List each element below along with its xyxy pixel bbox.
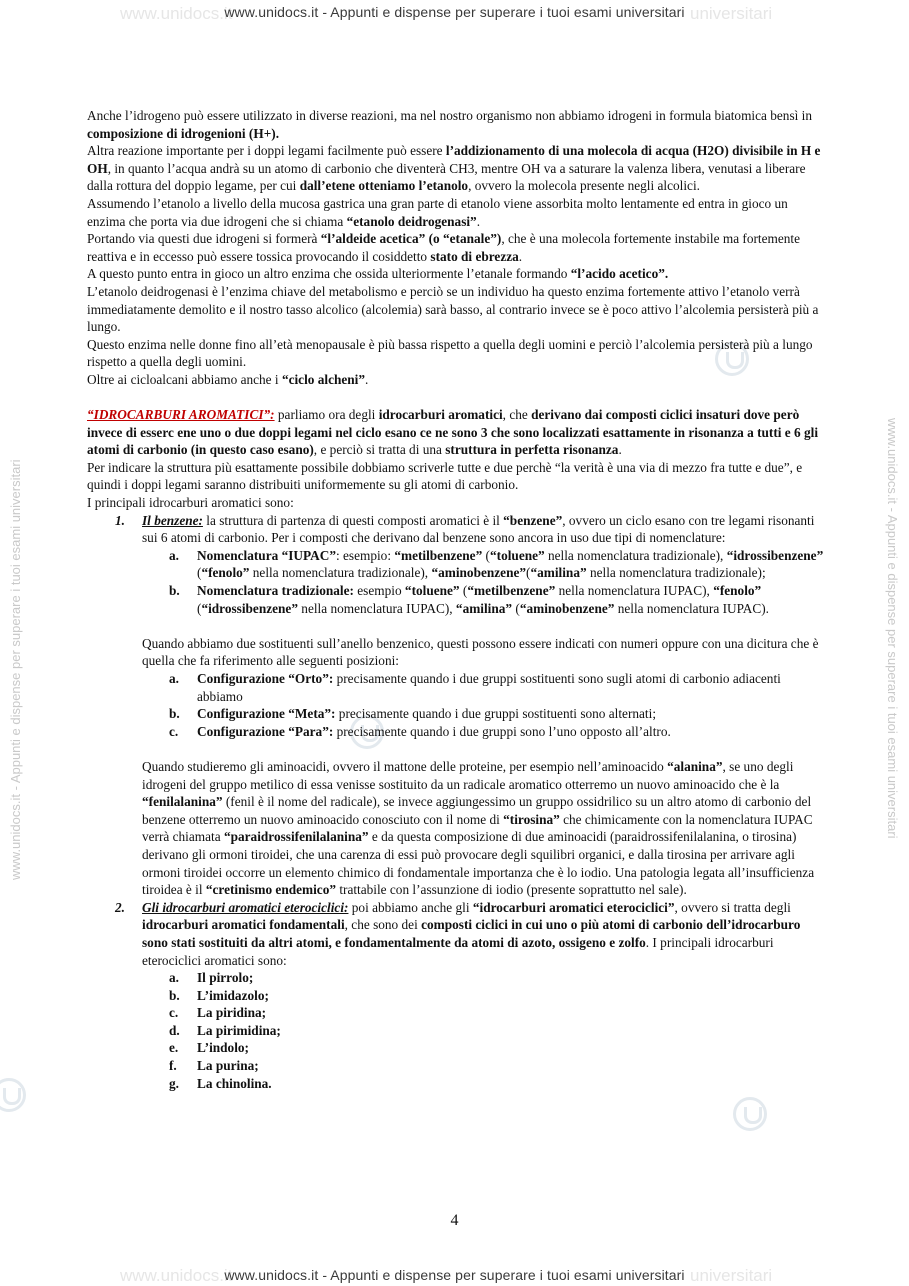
amino-paragraph: Quando studieremo gli aminoacidi, ovvero il mattone delle proteine, per esempio nell’aminoacido “alanina”, se uno degli idrogeni del gruppo metilico di essa venisse sostituito da un radicale aromatico otterremo un nuovo aminoacido che è la “fenilalanina” (fenil è il nome del radicale), se invece aggiungessimo un gruppo ossidrilico su un altro atomo di carbonio del benzene otterremo un nuovo aminoacido conosciuto con il nome di “tirosina” che chimicamente con la nomenclatura IUPAC verrà chiamata “paraidrossifenilalanina” e da questa composizione di due aminoacidi (paraidrossifenilalanina, o tirosina) derivano gli ormoni tiroidei, che una carenza di essi può provocare degli squilibri organici, e dalla tirosina per arrivare agli ormoni tiroidei occorre un elemento chimico di fondamentale importanza che è lo iodio. Una patologia legata all’insufficienza tiroidea è il “cretinismo endemico” trattabile con l’assunzione di iodio (presente soprattutto nel sale). — [142, 758, 815, 898]
sub-list-item: e. L’indolo; — [169, 1040, 249, 1056]
header-banner[interactable]: www.unidocs.it - Appunti e dispense per superare i tuoi esami universitari — [224, 4, 685, 20]
positions-intro: Quando abbiamo due sostituenti sull’anello benzenico, questi possono essere indicati con numeri oppure con una dicitura che è quella che fa riferimento alle seguenti posizioni: — [142, 635, 819, 669]
page-number: 4 — [450, 1212, 459, 1229]
paragraph: Altra reazione importante per i doppi legami facilmente può essere l’addizionamento di una molecola di acqua (H2O) divisibile in H e OH, in quanto l’acqua andrà su un atomo di carbonio che diventerà CH3, mentre OH va a saturare la valenza libera, venutasi a liberare dalla rottura del doppio legame, per cui dall’etene otteniamo l’etanolo, ovvero la molecola presente negli alcolici. — [87, 143, 821, 194]
intro-paragraphs — [87, 107, 825, 389]
paragraph: Oltre ai cicloalcani abbiamo anche i “ciclo alcheni”. — [87, 371, 369, 387]
unidocs-logo-icon — [733, 1097, 767, 1131]
section-paragraph: I principali idrocarburi aromatici sono: — [87, 495, 294, 511]
section-paragraph: Per indicare la struttura più esattamente possibile dobbiamo scriverle tutte e due perchè “la verità è una via di mezzo fra tutte e due”, e quindi i doppi legami saranno distribuiti uniformemente su gli atomi di carbonio. — [87, 459, 803, 493]
sub-list-item: g. La chinolina. — [169, 1075, 272, 1091]
heterocyclic-list — [87, 969, 825, 1092]
sub-list-item: a. Il pirrolo; — [169, 970, 254, 986]
section-title: “IDROCARBURI AROMATICI”: — [87, 407, 275, 423]
document-body — [87, 107, 825, 1092]
paragraph: A questo punto entra in gioco un altro enzima che ossida ulteriormente l’etanale formando “l’acido acetico”. — [87, 266, 669, 282]
paragraph: Portando via questi due idrogeni si formerà “l’aldeide acetica” (o “etanale”), che è una molecola fortemente instabile ma fortemente reattiva e in eccesso può essere tossica provocando il cosiddetto stato di ebrezza. — [87, 231, 801, 264]
section-aromatic-intro: “IDROCARBURI AROMATICI”: parliamo ora degli idrocarburi aromatici, che derivano dai composti ciclici insaturi dove però invece di esserc ene uno o due doppi legami nel ciclo esano ce ne sono 3 che sono localizzati esattamente in risonanza a tutti e 6 gli atomi di carbonio (in questo caso esano), e perciò si tratta di una struttura in perfetta risonanza. — [87, 407, 819, 458]
sub-list-item: b. L’imidazolo; — [169, 987, 269, 1003]
list-item-heterocyclic: 2. Gli idrocarburi aromatici eterociclici: poi abbiamo anche gli “idrocarburi aromatici eterociclici”, ovvero si tratta degli idrocarburi aromatici fondamentali, che sono dei composti ciclici in cui uno o più atomi di carbonio dell’idrocarburo sono stati sostituiti da altri atomi, e fondamentalmente da atomi di azoto, ossigeno e zolfo. I principali idrocarburi eterociclici aromatici sono: — [115, 899, 801, 968]
sub-list-item: d. La pirimidina; — [169, 1022, 281, 1038]
footer-banner[interactable]: www.unidocs.it - Appunti e dispense per superare i tuoi esami universitari — [224, 1267, 685, 1283]
watermark-ghost: universitari — [690, 4, 773, 23]
unidocs-logo-icon — [0, 1078, 26, 1112]
paragraph: Questo enzima nelle donne fino all’età menopausale è più bassa rispetto a quella degli uomini e perciò l’alcolemia persisterà più a lungo rispetto a quella degli uomini. — [87, 336, 813, 370]
watermark-ghost: universitari — [690, 1266, 773, 1285]
sub-list-item: f. La purina; — [169, 1058, 259, 1074]
sub-list-item: c. Configurazione “Para”: precisamente quando i due gruppi sono l’uno opposto all’altro. — [169, 723, 671, 739]
paragraph: Anche l’idrogeno può essere utilizzato in diverse reazioni, ma nel nostro organismo non abbiamo idrogeni in formula biatomica bensì in composizione di idrogenioni (H+). — [87, 108, 812, 141]
sub-list-item: a. Configurazione “Orto”: precisamente quando i due gruppi sostituenti sono sugli atomi di carbonio adiacenti abbiamo — [169, 671, 781, 704]
watermark-vertical-right: www.unidocs.it - Appunti e dispense per superare i tuoi esami universitari — [885, 418, 900, 839]
positions-list — [87, 670, 825, 740]
item-title: Il benzene: — [142, 512, 203, 528]
nomenclature-list — [87, 547, 825, 617]
watermark-vertical-left: www.unidocs.it - Appunti e dispense per superare i tuoi esami universitari — [8, 459, 23, 880]
list-item-benzene: 1. Il benzene: la struttura di partenza di questi composti aromatici è il “benzene”, ovvero un ciclo esano con tre legami risonanti sui 6 atomi di carbonio. Per i composti che derivano dal benzene sono ancora in uso due tipi di nomenclature: — [115, 512, 815, 546]
sub-list-item: b. Configurazione “Meta”: precisamente quando i due gruppi sostituenti sono alternati; — [169, 706, 657, 722]
paragraph: L’etanolo deidrogenasi è l’enzima chiave del metabolismo e perciò se un individuo ha questo enzima fortemente attivo l’etanolo verrà immediatamente demolito e il nostro tasso alcolico (alcolemia) sarà basso, al contrario invece se è poco attivo l’alcolemia persisterà più a lungo. — [87, 283, 819, 335]
watermark-ghost: www.unidocs.it — [120, 1266, 233, 1285]
paragraph: Assumendo l’etanolo a livello della mucosa gastrica una gran parte di etanolo viene assorbita molto lentamente ed entra in gioco un enzima che porta via due idrogeni che si chiama “etanolo deidrogenasi”. — [87, 195, 788, 229]
sub-list-item: b. Nomenclatura tradizionale: esempio “toluene” (“metilbenzene” nella nomenclatura IUPAC), “fenolo” (“idrossibenzene” nella nomenclatura IUPAC), “amilina” (“aminobenzene” nella nomenclatura IUPAC). — [169, 583, 770, 616]
item-title: Gli idrocarburi aromatici eterociclici: — [142, 899, 349, 915]
sub-list-item: a. Nomenclatura “IUPAC”: esempio: “metilbenzene” (“toluene” nella nomenclatura tradizionale), “idrossibenzene” (“fenolo” nella nomenclatura tradizionale), “aminobenzene”(“amilina” nella nomenclatura tradizionale); — [169, 547, 824, 581]
watermark-ghost: www.unidocs.it — [120, 4, 233, 23]
sub-list-item: c. La piridina; — [169, 1005, 267, 1021]
